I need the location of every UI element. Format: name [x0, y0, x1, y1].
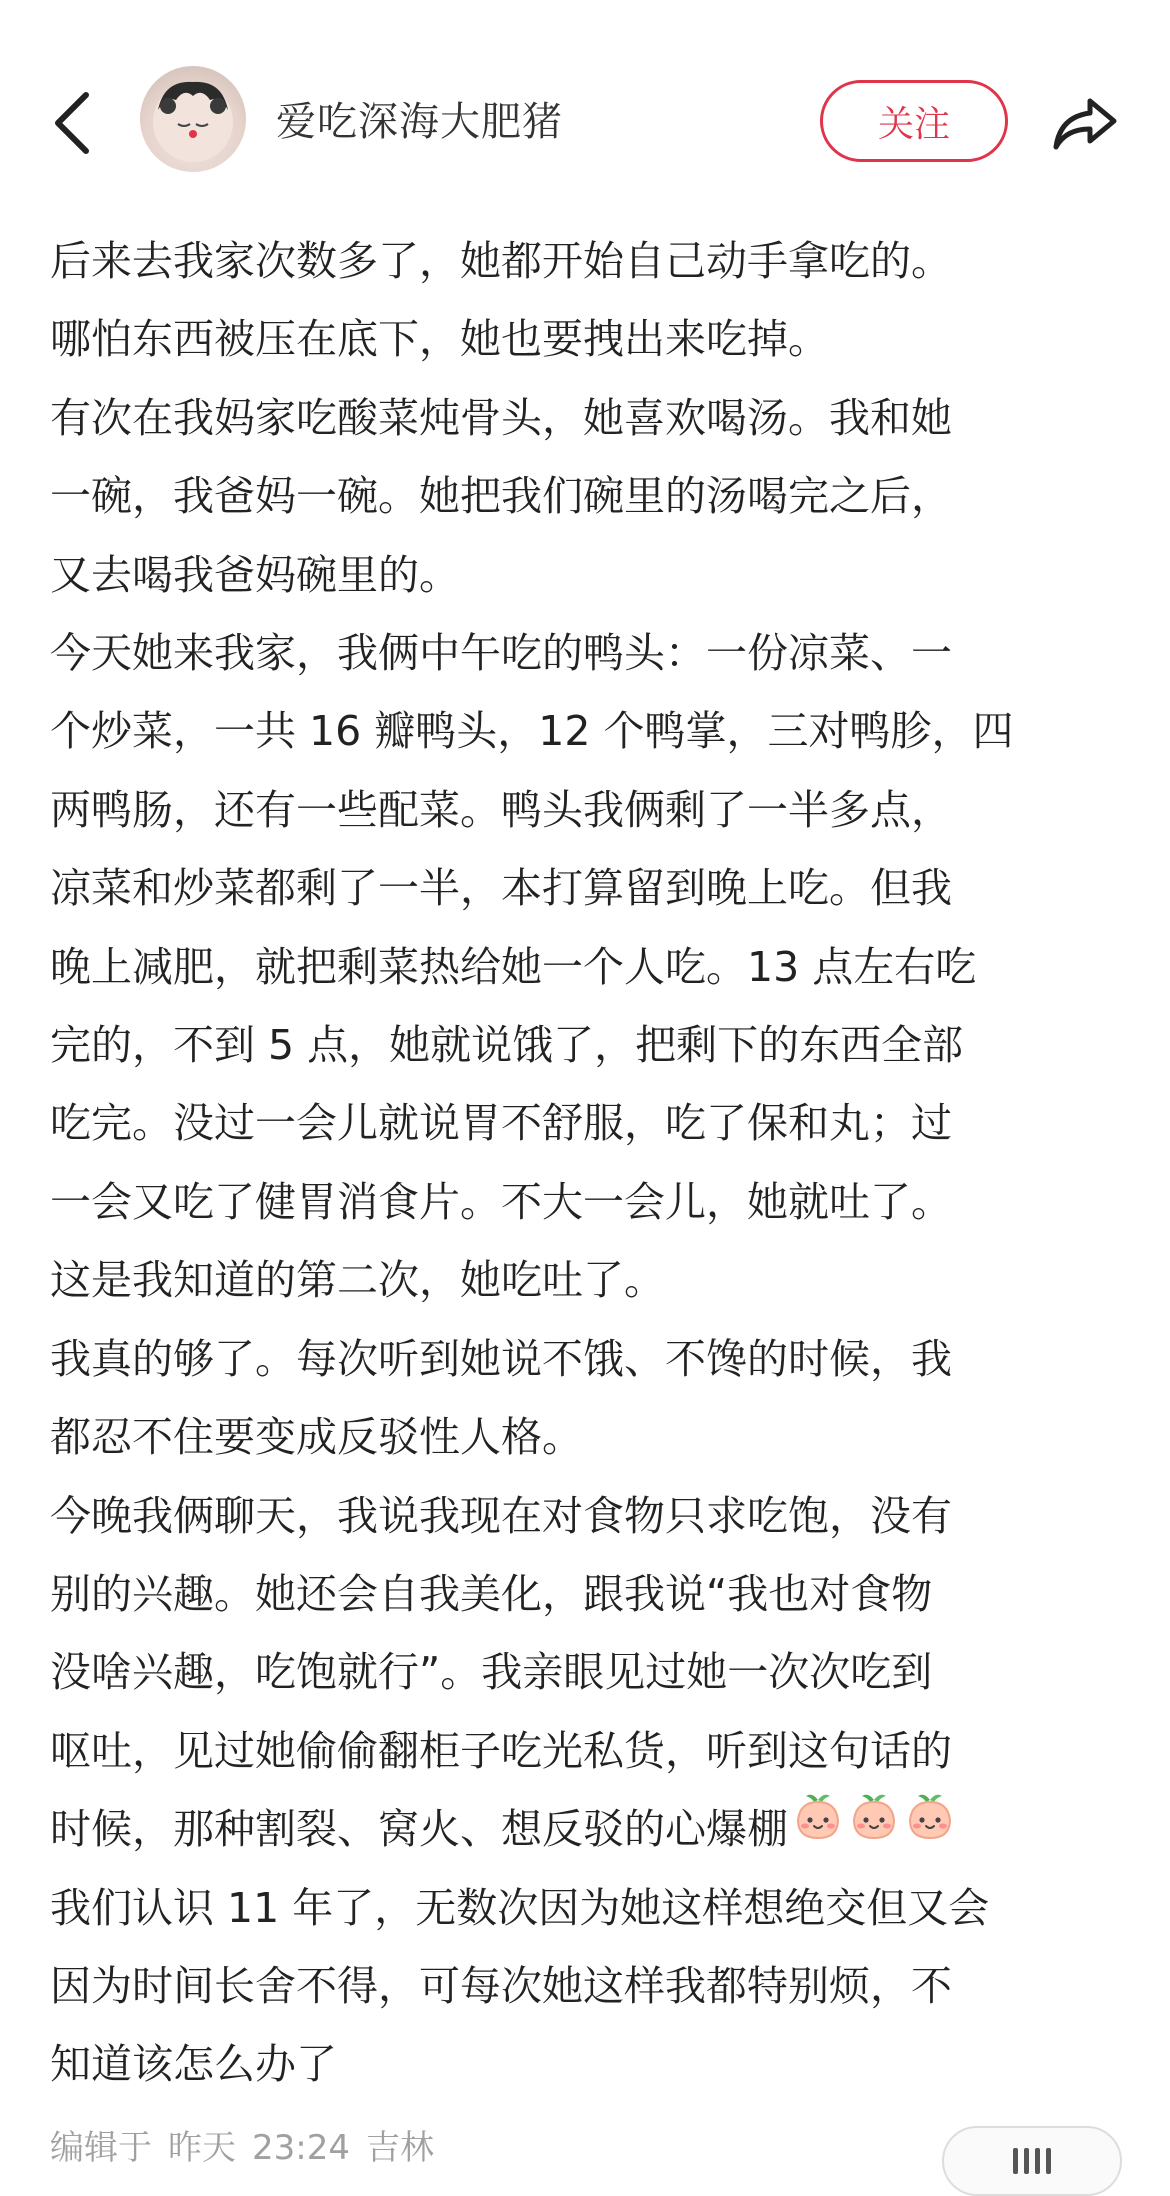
- follow-button[interactable]: 关注: [820, 80, 1008, 162]
- chevron-left-icon: [52, 91, 92, 155]
- post-line: 完的，不到 5 点，她就说饿了，把剩下的东西全部: [50, 1021, 964, 1070]
- post-line: 我们认识 11 年了，无数次因为她这样想绝交但又会: [50, 1883, 990, 1932]
- post-line: 这是我知道的第二次，她吃吐了。: [50, 1256, 665, 1305]
- post-line: 别的兴趣。她还会自我美化，跟我说“我也对食物: [50, 1569, 933, 1618]
- post-line: 个炒菜，一共 16 瓣鸭头，12 个鸭掌，三对鸭胗，四: [50, 707, 1014, 756]
- post-line-text: 时候，那种割裂、窝火、想反驳的心爆棚: [50, 1805, 788, 1854]
- post-line: 今晚我俩聊天，我说我现在对食物只求吃饱，没有: [50, 1491, 952, 1540]
- post-line: 吃完。没过一会儿就说胃不舒服，吃了保和丸；过: [50, 1099, 952, 1148]
- bar-icon: [1013, 2148, 1018, 2174]
- bar-icon: [1024, 2148, 1029, 2174]
- post-line: 今天她来我家，我俩中午吃的鸭头：一份凉菜、一: [50, 629, 952, 678]
- post-line: 没啥兴趣，吃饱就行”。我亲眼见过她一次次吃到: [50, 1648, 933, 1697]
- post-location[interactable]: 吉林: [365, 2128, 434, 2168]
- post-body: [50, 222, 1120, 2104]
- comment-input-pill[interactable]: [942, 2126, 1122, 2196]
- post-line: 我真的够了。每次听到她说不饿、不馋的时候，我: [50, 1334, 952, 1383]
- peach-face-emoji-icon: [792, 1789, 844, 1867]
- back-button[interactable]: [42, 78, 102, 168]
- post-time: 23:24: [252, 2128, 350, 2168]
- post-line: 晚上减肥，就把剩菜热给她一个人吃。13 点左右吃: [50, 942, 977, 991]
- post-line-with-emoji: [50, 1790, 1120, 1868]
- avatar-illustration-icon: [140, 66, 246, 172]
- top-nav-bar: [0, 0, 1170, 190]
- post-date: 昨天: [168, 2128, 236, 2168]
- post-line: 又去喝我爸妈碗里的。: [50, 550, 460, 599]
- post-line: 有次在我妈家吃酸菜炖骨头，她喜欢喝汤。我和她: [50, 393, 952, 442]
- peach-face-emoji-icon: [904, 1789, 956, 1867]
- username[interactable]: 爱吃深海大肥猪: [276, 99, 563, 145]
- post-line: 凉菜和炒菜都剩了一半，本打算留到晚上吃。但我: [50, 864, 952, 913]
- post-line: 两鸭肠，还有一些配菜。鸭头我俩剩了一半多点，: [50, 785, 952, 834]
- post-line: 呕吐，见过她偷偷翻柜子吃光私货，听到这句话的: [50, 1726, 952, 1775]
- edited-label: 编辑于: [50, 2128, 152, 2168]
- post-line: 因为时间长舍不得，可每次她这样我都特别烦，不: [50, 1961, 952, 2010]
- share-button[interactable]: [1046, 84, 1124, 162]
- post-line: 一碗，我爸妈一碗。她把我们碗里的汤喝完之后，: [50, 472, 952, 521]
- post-line: 一会又吃了健胃消食片。不大一会儿，她就吐了。: [50, 1177, 952, 1226]
- post-line: 都忍不住要变成反驳性人格。: [50, 1413, 583, 1462]
- post-line: 哪怕东西被压在底下，她也要拽出来吃掉。: [50, 315, 829, 364]
- avatar[interactable]: [140, 66, 246, 172]
- post-line: 知道该怎么办了: [50, 2040, 337, 2089]
- post-line: 后来去我家次数多了，她都开始自己动手拿吃的。: [50, 237, 952, 285]
- bar-icon: [1046, 2148, 1051, 2174]
- share-arrow-icon: [1052, 95, 1118, 151]
- peach-face-emoji-icon: [848, 1789, 900, 1867]
- bar-icon: [1035, 2148, 1040, 2174]
- post-meta: [50, 2118, 450, 2178]
